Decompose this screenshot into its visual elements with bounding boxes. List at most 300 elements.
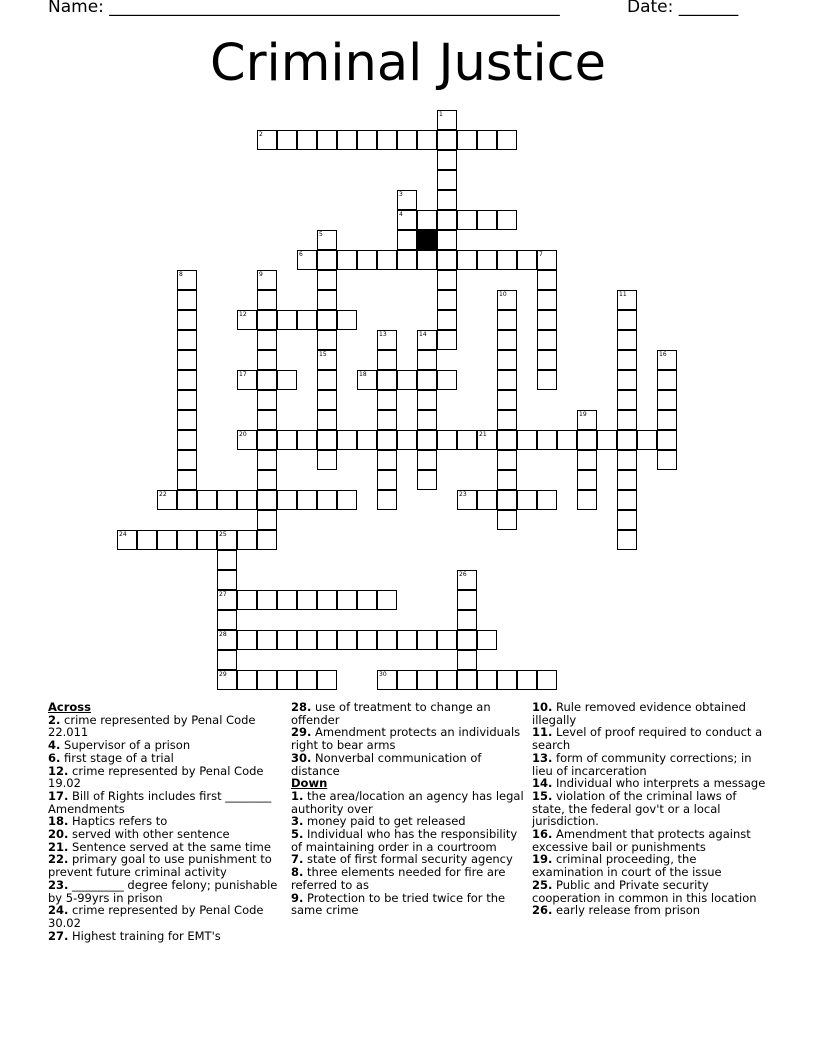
grid-cell[interactable] <box>377 330 397 350</box>
across-clue <box>48 930 286 943</box>
grid-cell[interactable] <box>497 390 517 410</box>
grid-cell[interactable] <box>457 210 477 230</box>
clue-number: 28 <box>219 631 227 638</box>
grid-cell[interactable] <box>377 450 397 470</box>
grid-cell[interactable] <box>437 430 457 450</box>
grid-cell[interactable] <box>377 590 397 610</box>
grid-cell[interactable] <box>397 130 417 150</box>
grid-cell[interactable] <box>217 570 237 590</box>
grid-cell[interactable] <box>657 390 677 410</box>
grid-cell[interactable] <box>357 590 377 610</box>
grid-cell[interactable] <box>317 270 337 290</box>
grid-cell[interactable] <box>217 630 237 650</box>
clue-num: 25. <box>532 877 553 892</box>
grid-cell[interactable] <box>617 410 637 430</box>
grid-cell[interactable] <box>477 430 497 450</box>
grid-cell[interactable] <box>257 270 277 290</box>
clue-text: Amendment that protects against excessive bail or punishments <box>532 827 751 854</box>
down-clue <box>291 828 529 853</box>
clue-number: 27 <box>219 591 227 598</box>
grid-cell[interactable] <box>157 490 177 510</box>
clue-num: 11. <box>532 725 553 740</box>
clue-text: Rule removed evidence obtained illegally <box>532 700 746 727</box>
grid-cell[interactable] <box>317 350 337 370</box>
grid-cell[interactable] <box>577 450 597 470</box>
grid-cell[interactable] <box>617 330 637 350</box>
grid-cell[interactable] <box>657 410 677 430</box>
grid-cell[interactable] <box>397 250 417 270</box>
grid-cell[interactable] <box>537 330 557 350</box>
clue-text: _________ degree felony; punishable by 5-99yrs in prison <box>48 877 278 905</box>
grid-cell[interactable] <box>517 670 537 690</box>
grid-cell[interactable] <box>217 650 237 670</box>
grid-cell[interactable] <box>237 530 257 550</box>
clue-number: 7 <box>539 251 543 258</box>
clues-column-2 <box>291 701 529 917</box>
grid-cell[interactable] <box>257 310 277 330</box>
grid-cell[interactable] <box>657 350 677 370</box>
grid-cell[interactable] <box>297 250 317 270</box>
grid-cell[interactable] <box>177 450 197 470</box>
clue-number: 30 <box>379 671 387 678</box>
grid-cell[interactable] <box>417 350 437 370</box>
grid-cell[interactable] <box>497 510 517 530</box>
clue-text: three elements needed for fire are referred to as <box>291 865 506 892</box>
grid-cell[interactable] <box>397 210 417 230</box>
grid-cell[interactable] <box>197 490 217 510</box>
grid-cell[interactable] <box>617 470 637 490</box>
grid-cell[interactable] <box>277 430 297 450</box>
puzzle-title: Criminal Justice <box>209 34 607 93</box>
grid-cell[interactable] <box>337 490 357 510</box>
grid-cell[interactable] <box>497 450 517 470</box>
clue-text: criminal proceeding, the examination in court of the issue <box>532 852 722 880</box>
grid-cell[interactable] <box>457 490 477 510</box>
down-clue <box>291 892 529 917</box>
down-clue <box>532 828 770 853</box>
grid-cell[interactable] <box>437 630 457 650</box>
clue-number: 13 <box>379 331 387 338</box>
grid-cell[interactable] <box>457 570 477 590</box>
grid-cell[interactable] <box>497 210 517 230</box>
grid-cell[interactable] <box>177 350 197 370</box>
grid-cell[interactable] <box>337 310 357 330</box>
grid-cell[interactable] <box>497 490 517 510</box>
grid-cell[interactable] <box>257 590 277 610</box>
grid-cell[interactable] <box>477 490 497 510</box>
grid-cell[interactable] <box>417 330 437 350</box>
clue-num: 19. <box>532 852 553 867</box>
grid-cell[interactable] <box>337 430 357 450</box>
grid-cell[interactable] <box>317 130 337 150</box>
grid-cell[interactable] <box>557 430 577 450</box>
grid-cell[interactable] <box>257 330 277 350</box>
grid-cell[interactable] <box>497 330 517 350</box>
grid-cell[interactable] <box>417 450 437 470</box>
grid-cell[interactable] <box>477 210 497 230</box>
grid-cell[interactable] <box>257 470 277 490</box>
grid-cell[interactable] <box>237 630 257 650</box>
grid-cell[interactable] <box>537 250 557 270</box>
grid-cell[interactable] <box>317 630 337 650</box>
grid-cell[interactable] <box>437 130 457 150</box>
grid-cell[interactable] <box>337 630 357 650</box>
grid-cell[interactable] <box>277 310 297 330</box>
grid-cell[interactable] <box>517 430 537 450</box>
grid-cell[interactable] <box>437 330 457 350</box>
down-clue <box>532 879 770 904</box>
grid-cell[interactable] <box>457 670 477 690</box>
grid-cell[interactable] <box>237 310 257 330</box>
grid-cell[interactable] <box>297 430 317 450</box>
clue-num: 30. <box>291 750 312 765</box>
clue-text: crime represented by Penal Code 19.02 <box>48 763 264 791</box>
grid-cell[interactable] <box>417 410 437 430</box>
grid-cell[interactable] <box>277 590 297 610</box>
grid-cell[interactable] <box>377 250 397 270</box>
grid-cell[interactable] <box>257 670 277 690</box>
down-clue <box>532 752 770 777</box>
grid-cell[interactable] <box>437 210 457 230</box>
grid-cell[interactable] <box>437 310 457 330</box>
grid-cell[interactable] <box>437 170 457 190</box>
grid-cell[interactable] <box>417 470 437 490</box>
grid-cell[interactable] <box>477 670 497 690</box>
grid-cell[interactable] <box>577 410 597 430</box>
clue-number: 3 <box>399 191 403 198</box>
grid-cell[interactable] <box>237 670 257 690</box>
grid-cell[interactable] <box>497 290 517 310</box>
grid-cell[interactable] <box>337 130 357 150</box>
grid-cell[interactable] <box>537 490 557 510</box>
grid-cell[interactable] <box>417 390 437 410</box>
grid-cell[interactable] <box>397 670 417 690</box>
grid-cell[interactable] <box>417 250 437 270</box>
clue-text: Level of proof required to conduct a search <box>532 725 763 753</box>
grid-cell[interactable] <box>617 530 637 550</box>
grid-cell[interactable] <box>417 370 437 390</box>
grid-cell[interactable] <box>317 230 337 250</box>
clue-text: Amendment protects an individuals right to bear arms <box>291 725 521 753</box>
grid-cell[interactable] <box>297 670 317 690</box>
grid-cell[interactable] <box>537 670 557 690</box>
grid-cell[interactable] <box>257 450 277 470</box>
grid-cell[interactable] <box>657 430 677 450</box>
grid-cell[interactable] <box>257 390 277 410</box>
grid-cell[interactable] <box>317 370 337 390</box>
grid-cell[interactable] <box>437 370 457 390</box>
grid-cell[interactable] <box>377 130 397 150</box>
grid-cell[interactable] <box>317 430 337 450</box>
grid-cell[interactable] <box>377 410 397 430</box>
clue-number: 2 <box>259 131 263 138</box>
grid-cell[interactable] <box>417 430 437 450</box>
grid-cell[interactable] <box>317 330 337 350</box>
clue-number: 25 <box>219 531 227 538</box>
clue-number: 22 <box>159 491 167 498</box>
grid-cell[interactable] <box>237 490 257 510</box>
grid-cell[interactable] <box>537 350 557 370</box>
clue-text: Supervisor of a prison <box>60 738 191 753</box>
grid-cell[interactable] <box>417 210 437 230</box>
grid-cell[interactable] <box>617 430 637 450</box>
grid-cell[interactable] <box>457 250 477 270</box>
grid-cell[interactable] <box>357 430 377 450</box>
clue-num: 27. <box>48 928 69 943</box>
grid-cell[interactable] <box>617 510 637 530</box>
grid-cell[interactable] <box>397 630 417 650</box>
grid-cell[interactable] <box>457 130 477 150</box>
clue-number: 24 <box>119 531 127 538</box>
grid-cell[interactable] <box>257 410 277 430</box>
grid-cell[interactable] <box>457 590 477 610</box>
grid-cell[interactable] <box>377 370 397 390</box>
grid-cell[interactable] <box>437 250 457 270</box>
grid-cell[interactable] <box>377 430 397 450</box>
date-line <box>627 0 738 17</box>
grid-cell[interactable] <box>217 550 237 570</box>
grid-cell[interactable] <box>497 370 517 390</box>
grid-cell[interactable] <box>317 310 337 330</box>
grid-cell[interactable] <box>337 590 357 610</box>
grid-cell[interactable] <box>377 390 397 410</box>
grid-cell[interactable] <box>377 470 397 490</box>
down-list-part-2 <box>532 701 770 917</box>
grid-cell[interactable] <box>537 270 557 290</box>
grid-cell[interactable] <box>217 670 237 690</box>
grid-cell[interactable] <box>377 630 397 650</box>
grid-cell[interactable] <box>617 290 637 310</box>
grid-cell[interactable] <box>497 670 517 690</box>
grid-cell[interactable] <box>617 450 637 470</box>
clue-num: 22. <box>48 852 69 867</box>
grid-cell[interactable] <box>437 190 457 210</box>
grid-cell[interactable] <box>337 250 357 270</box>
grid-cell[interactable] <box>217 610 237 630</box>
grid-cell[interactable] <box>497 350 517 370</box>
grid-cell[interactable] <box>357 630 377 650</box>
grid-cell[interactable] <box>417 630 437 650</box>
across-heading: Across <box>48 700 91 714</box>
grid-cell[interactable] <box>277 370 297 390</box>
grid-cell[interactable] <box>177 290 197 310</box>
grid-cell[interactable] <box>277 490 297 510</box>
name-blank[interactable]: _____________________________________________________ <box>109 0 560 17</box>
grid-cell[interactable] <box>417 670 437 690</box>
grid-cell[interactable] <box>397 370 417 390</box>
grid-cell[interactable] <box>157 530 177 550</box>
clue-num: 23. <box>48 877 69 892</box>
grid-cell[interactable] <box>177 330 197 350</box>
grid-cell[interactable] <box>397 430 417 450</box>
clue-text: Individual who has the responsibility of maintaining order in a courtroom <box>291 827 518 854</box>
grid-cell[interactable] <box>357 250 377 270</box>
grid-cell[interactable] <box>297 490 317 510</box>
grid-cell[interactable] <box>297 130 317 150</box>
grid-cell[interactable] <box>617 370 637 390</box>
grid-cell[interactable] <box>257 490 277 510</box>
grid-cell[interactable] <box>217 490 237 510</box>
down-clue <box>291 866 529 891</box>
clue-number: 4 <box>399 211 403 218</box>
grid-cell[interactable] <box>497 130 517 150</box>
grid-cell[interactable] <box>177 370 197 390</box>
clue-number: 15 <box>319 351 327 358</box>
grid-cell[interactable] <box>317 670 337 690</box>
clue-text: use of treatment to change an offender <box>291 700 491 727</box>
grid-cell[interactable] <box>277 670 297 690</box>
grid-cell[interactable] <box>317 450 337 470</box>
grid-cell[interactable] <box>177 430 197 450</box>
grid-cell[interactable] <box>477 250 497 270</box>
grid-cell[interactable] <box>437 270 457 290</box>
clue-number: 26 <box>459 571 467 578</box>
clue-num: 8. <box>291 865 304 880</box>
clue-num: 3. <box>291 814 304 829</box>
grid-cell[interactable] <box>317 410 337 430</box>
grid-cell[interactable] <box>437 230 457 250</box>
clue-text: Individual who interprets a message <box>552 776 766 791</box>
grid-cell[interactable] <box>517 250 537 270</box>
grid-cell[interactable] <box>617 310 637 330</box>
grid-cell[interactable] <box>177 270 197 290</box>
grid-cell[interactable] <box>237 370 257 390</box>
black-square <box>417 230 437 250</box>
clue-number: 17 <box>239 371 247 378</box>
grid-cell[interactable] <box>257 510 277 530</box>
clue-number: 6 <box>299 251 303 258</box>
across-clue <box>291 701 529 726</box>
grid-cell[interactable] <box>177 310 197 330</box>
grid-cell[interactable] <box>377 670 397 690</box>
grid-cell[interactable] <box>297 590 317 610</box>
grid-cell[interactable] <box>397 230 417 250</box>
grid-cell[interactable] <box>497 250 517 270</box>
clue-text: Haptics refers to <box>68 814 168 829</box>
grid-cell[interactable] <box>537 310 557 330</box>
grid-cell[interactable] <box>457 430 477 450</box>
grid-cell[interactable] <box>237 430 257 450</box>
grid-cell[interactable] <box>537 370 557 390</box>
grid-cell[interactable] <box>457 610 477 630</box>
clue-number: 5 <box>319 231 323 238</box>
clue-text: served with other sentence <box>68 827 230 842</box>
grid-cell[interactable] <box>177 530 197 550</box>
grid-cell[interactable] <box>197 530 217 550</box>
clue-text: early release from prison <box>552 903 701 918</box>
grid-cell[interactable] <box>637 430 657 450</box>
grid-cell[interactable] <box>257 430 277 450</box>
grid-cell[interactable] <box>457 630 477 650</box>
clue-num: 4. <box>48 738 61 753</box>
grid-cell[interactable] <box>577 490 597 510</box>
down-heading: Down <box>291 776 328 791</box>
grid-cell[interactable] <box>177 490 197 510</box>
grid-cell[interactable] <box>437 150 457 170</box>
grid-cell[interactable] <box>617 350 637 370</box>
grid-cell[interactable] <box>377 350 397 370</box>
grid-cell[interactable] <box>657 450 677 470</box>
grid-cell[interactable] <box>257 530 277 550</box>
grid-cell[interactable] <box>297 310 317 330</box>
grid-cell[interactable] <box>137 530 157 550</box>
clue-num: 14. <box>532 776 553 791</box>
grid-cell[interactable] <box>477 130 497 150</box>
grid-cell[interactable] <box>317 250 337 270</box>
grid-cell[interactable] <box>437 290 457 310</box>
clue-number: 29 <box>219 671 227 678</box>
grid-cell[interactable] <box>657 370 677 390</box>
clue-num: 15. <box>532 788 553 803</box>
clue-number: 20 <box>239 431 247 438</box>
grid-cell[interactable] <box>377 490 397 510</box>
grid-cell[interactable] <box>417 130 437 150</box>
grid-cell[interactable] <box>437 110 457 130</box>
grid-cell[interactable] <box>597 430 617 450</box>
across-clue <box>48 714 286 739</box>
grid-cell[interactable] <box>257 370 277 390</box>
grid-cell[interactable] <box>617 390 637 410</box>
down-list-part-1 <box>291 790 529 917</box>
grid-cell[interactable] <box>217 590 237 610</box>
grid-cell[interactable] <box>457 650 477 670</box>
grid-cell[interactable] <box>437 670 457 690</box>
grid-cell[interactable] <box>537 430 557 450</box>
grid-cell[interactable] <box>537 290 557 310</box>
grid-cell[interactable] <box>317 290 337 310</box>
clue-number: 12 <box>239 311 247 318</box>
grid-cell[interactable] <box>517 490 537 510</box>
grid-cell[interactable] <box>257 290 277 310</box>
grid-cell[interactable] <box>577 470 597 490</box>
grid-cell[interactable] <box>277 630 297 650</box>
across-clue <box>48 765 286 790</box>
grid-cell[interactable] <box>257 630 277 650</box>
grid-cell[interactable] <box>477 630 497 650</box>
grid-cell[interactable] <box>497 430 517 450</box>
down-clue <box>532 790 770 828</box>
clue-num: 1. <box>291 788 304 803</box>
grid-cell[interactable] <box>257 350 277 370</box>
grid-cell[interactable] <box>617 490 637 510</box>
grid-cell[interactable] <box>257 130 277 150</box>
grid-cell[interactable] <box>317 490 337 510</box>
grid-cell[interactable] <box>397 190 417 210</box>
grid-cell[interactable] <box>497 410 517 430</box>
clue-text: crime represented by Penal Code 22.011 <box>48 712 256 740</box>
grid-cell[interactable] <box>117 530 137 550</box>
grid-cell[interactable] <box>497 470 517 490</box>
grid-cell[interactable] <box>497 310 517 330</box>
grid-cell[interactable] <box>577 430 597 450</box>
date-blank[interactable]: _______ <box>678 0 739 17</box>
clue-number: 18 <box>359 371 367 378</box>
grid-cell[interactable] <box>297 630 317 650</box>
grid-cell[interactable] <box>237 590 257 610</box>
clue-num: 7. <box>291 852 304 867</box>
grid-cell[interactable] <box>177 470 197 490</box>
grid-cell[interactable] <box>277 130 297 150</box>
across-list-part-2 <box>291 701 529 777</box>
grid-cell[interactable] <box>357 130 377 150</box>
grid-cell[interactable] <box>317 390 337 410</box>
grid-cell[interactable] <box>177 390 197 410</box>
grid-cell[interactable] <box>217 530 237 550</box>
grid-cell[interactable] <box>317 590 337 610</box>
down-clue <box>532 904 770 917</box>
grid-cell[interactable] <box>177 410 197 430</box>
grid-cell[interactable] <box>357 370 377 390</box>
